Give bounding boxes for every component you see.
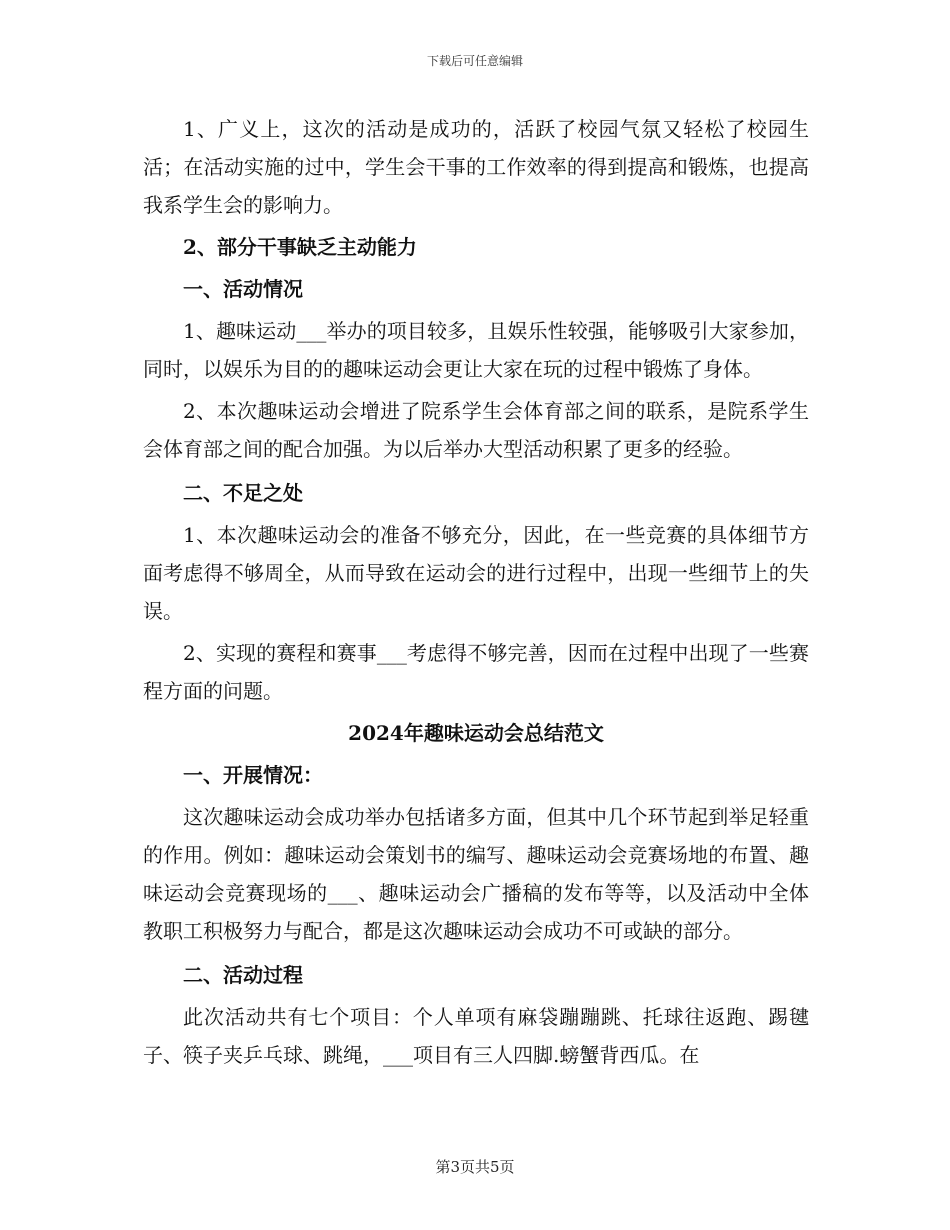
header-note: 下载后可任意编辑: [426, 54, 523, 68]
heading-activity-process: 二、活动过程: [183, 963, 303, 987]
heading-development: 一、开展情况：: [183, 763, 323, 787]
heading-cadre-initiative: 2、部分干事缺乏主动能力: [183, 235, 417, 259]
paragraph-5: 2、实现的赛程和赛事___考虑得不够完善，因而在过程中出现了一些赛程方面的问题。: [143, 641, 809, 703]
paragraph-7: 此次活动共有七个项目：个人单项有麻袋蹦蹦跳、托球往返跑、踢毽子、筷子夹乒乓球、跳绳，___项目有三人四脚.螃蟹背西瓜。在: [143, 1005, 809, 1067]
document-title: 2024年趣味运动会总结范文: [348, 721, 604, 745]
paragraph-2: 1、趣味运动___举办的项目较多，且娱乐性较强，能够吸引大家参加，同时，以娱乐为目的的趣味运动会更让大家在玩的过程中锻炼了身体。: [143, 319, 809, 381]
heading-activity-situation: 一、活动情况: [183, 277, 303, 301]
paragraph-4: 1、本次趣味运动会的准备不够充分，因此，在一些竞赛的具体细节方面考虑得不够周全，从而导致在运动会的进行过程中，出现一些细节上的失误。: [143, 523, 809, 623]
paragraph-1: 1、广义上，这次的活动是成功的，活跃了校园气氛又轻松了校园生活；在活动实施的过中，学生会干事的工作效率的得到提高和锻炼，也提高我系学生会的影响力。: [143, 117, 809, 217]
heading-shortcomings: 二、不足之处: [183, 481, 303, 505]
document-body: [143, 110, 809, 1074]
page-number: 第3页共5页: [435, 1158, 515, 1176]
paragraph-6: 这次趣味运动会成功举办包括诸多方面，但其中几个环节起到举足轻重的作用。例如：趣味运动会策划书的编写、趣味运动会竞赛场地的布置、趣味运动会竞赛现场的___、趣味运动会广播稿的发布等等，以及活动中全体教职工积极努力与配合，都是这次趣味运动会成功不可或缺的部分。: [143, 805, 809, 943]
paragraph-3: 2、本次趣味运动会增进了院系学生会体育部之间的联系，是院系学生会体育部之间的配合加强。为以后举办大型活动积累了更多的经验。: [143, 399, 809, 461]
